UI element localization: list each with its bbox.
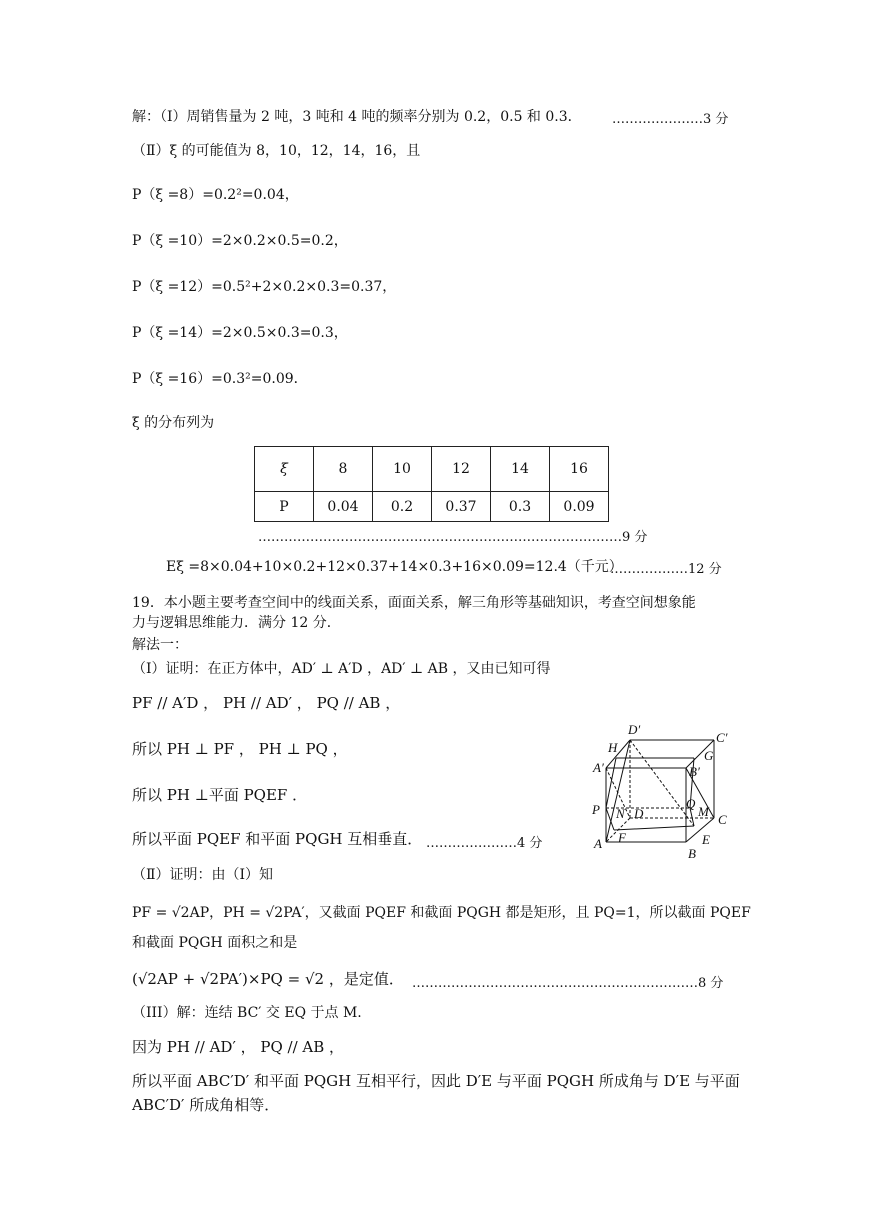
label-N: N <box>616 806 625 821</box>
score-12: ………………12 分 <box>610 562 722 577</box>
prob-line-3: P（ξ =12）=0.5²+2×0.2×0.3=0.37， <box>132 279 397 295</box>
table-cell: 12 <box>432 447 491 492</box>
table-cell: 0.3 <box>491 492 550 522</box>
table-cell: 14 <box>491 447 550 492</box>
score-8: …………………………………………………………8 分 <box>412 976 724 991</box>
table-cell: 10 <box>373 447 432 492</box>
distribution-title: ξ 的分布列为 <box>132 415 215 431</box>
parallel-line: PF // A′D ， PH // AD′ ， PQ // AB ， <box>132 694 401 712</box>
score-4: …………………4 分 <box>426 836 543 851</box>
table-cell: 0.2 <box>373 492 432 522</box>
label-C1: C′ <box>716 730 728 745</box>
table-cell: 0.04 <box>314 492 373 522</box>
prob-line-4: P（ξ =14）=2×0.5×0.3=0.3， <box>132 325 348 341</box>
prob-line-1: P（ξ =8）=0.2²=0.04， <box>132 187 299 203</box>
area-line-2: 和截面 PQGH 面积之和是 <box>132 935 298 951</box>
part3-line-3: 所以平面 ABC′D′ 和平面 PQGH 互相平行，因此 D′E 与平面 PQGH 所成角与 D′E 与平面 <box>132 1072 740 1090</box>
label-G: G <box>704 748 714 763</box>
label-P: P <box>592 802 600 817</box>
label-A1: A′ <box>593 760 604 775</box>
label-F: F <box>618 830 626 845</box>
area-line-1: PF = √2AP，PH = √2PA′，又截面 PQEF 和截面 PQGH 都是矩形，且 PQ=1，所以截面 PQEF <box>132 905 751 921</box>
prob-line-2: P（ξ =10）=2×0.2×0.5=0.2， <box>132 233 348 249</box>
method-one-label: 解法一： <box>132 637 188 653</box>
perp-line-1: 所以 PH ⊥ PF ， PH ⊥ PQ ， <box>132 740 348 758</box>
prob-line-5: P（ξ =16）=0.3²=0.09． <box>132 371 308 387</box>
label-H: H <box>608 740 618 755</box>
label-M: M <box>698 804 709 819</box>
score-9: …………………………………………………………………………9 分 <box>258 530 648 545</box>
part2-intro: （Ⅱ）ξ 的可能值为 8，10，12，14，16，且 <box>132 143 421 159</box>
cube-figure <box>586 720 746 860</box>
label-B1: B′ <box>689 764 700 779</box>
perp-line-2: 所以 PH ⊥平面 PQEF ． <box>132 786 308 804</box>
area-line-3: (√2AP + √2PA′)×PQ = √2 ，是定值． <box>132 970 404 988</box>
q19-line-1: 19．本小题主要考查空间中的线面关系，面面关系，解三角形等基础知识，考查空间想象能 <box>132 595 696 611</box>
perp-line-3: 所以平面 PQEF 和平面 PQGH 互相垂直． <box>132 830 423 848</box>
label-E: E <box>702 832 710 847</box>
table-cell: ξ <box>255 447 314 492</box>
part3-line-1: （III）解：连结 BC′ 交 EQ 于点 M. <box>132 1005 362 1021</box>
table-cell: 8 <box>314 447 373 492</box>
label-C: C <box>718 812 727 827</box>
part1-solution: 解：（Ⅰ）周销售量为 2 吨，3 吨和 4 吨的频率分别为 0.2，0.5 和 0.3． <box>132 109 582 125</box>
table-row <box>255 492 609 522</box>
q19-line-2: 力与逻辑思维能力．满分 12 分． <box>132 615 341 631</box>
label-A: A <box>594 836 602 851</box>
label-D: D <box>634 806 644 821</box>
label-Q: Q <box>686 796 696 811</box>
table-cell: P <box>255 492 314 522</box>
table-cell: 16 <box>550 447 609 492</box>
label-B: B <box>688 846 696 860</box>
part3-line-2: 因为 PH // AD′ ， PQ // AB ， <box>132 1038 345 1056</box>
label-D1: D′ <box>628 722 641 737</box>
proof-part1: （Ⅰ）证明：在正方体中，AD′ ⊥ A′D ，AD′ ⊥ AB ，又由已知可得 <box>132 661 551 677</box>
score-3: …………………3 分 <box>612 112 729 127</box>
table-header-row <box>255 447 609 492</box>
table-cell: 0.09 <box>550 492 609 522</box>
distribution-table <box>254 446 609 522</box>
expectation-line: Eξ =8×0.04+10×0.2+12×0.37+14×0.3+16×0.09=12.4（千元） <box>166 559 623 575</box>
proof-part2: （Ⅱ）证明：由（Ⅰ）知 <box>132 867 274 883</box>
part3-line-4: ABC′D′ 所成角相等． <box>132 1096 280 1114</box>
table-cell: 0.37 <box>432 492 491 522</box>
